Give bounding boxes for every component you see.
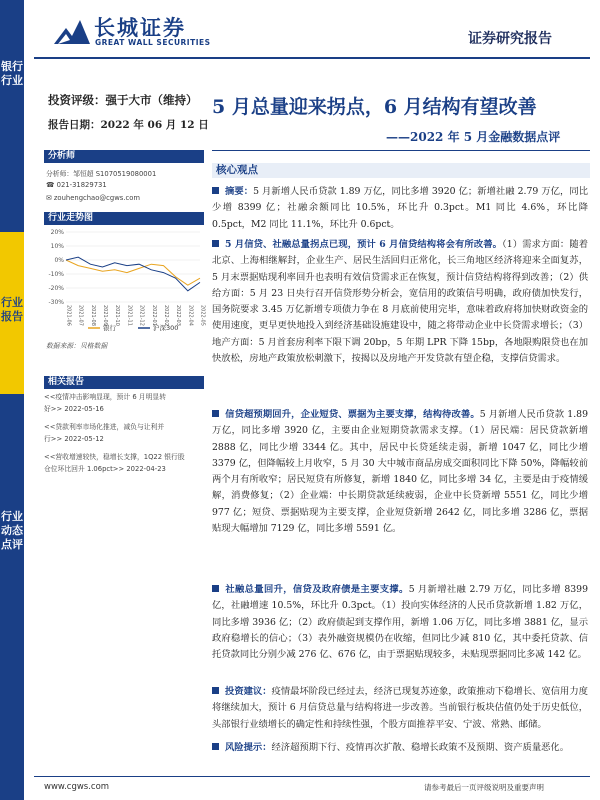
analyst-name: 分析师：邹恒超 S1070519080001 [46,170,157,178]
related-section-bar [44,376,204,389]
paragraph-body: 经济超预期下行、疫情再次扩散、稳增长政策不及预期、资产质量恶化。 [271,742,570,753]
related-section-title: 相关报告 [48,377,85,387]
x-tick-label: 2022-05 [199,305,206,326]
paragraph-body: 疫情最坏阶段已经过去，经济已现复苏迹象，政策推动下稳增长、宽信用力度将继续加大，预计 6 月信贷总量与结构将进一步改善。当前银行板块估值仍处于历史低位，头部银行业绩增长的确定性和持续性强，个股方面推荐平安、宁波、常熟、邮储。 [212,686,588,730]
logo-text-cn: 长城证券 [94,15,186,40]
x-tick-label: 2021-09 [102,305,109,326]
related-item[interactable]: 好>> 2022-05-16 [44,405,104,413]
paragraph-lead: 社融总量回升，信贷及政府债是主要支撑。 [225,584,409,595]
x-tick-label: 2021-11 [126,305,133,326]
related-item[interactable]: 仓位环比回升 1.06pct>> 2022-04-23 [44,465,166,473]
side-strip [0,0,24,800]
paragraph-body: 5 月新增人民币贷款 1.89 万亿，同比多增 3920 亿；新增社融 2.79 万亿，同比少增 8399 亿；社融余额同比 10.5%，环比升 0.3pct。M1 同比 4.6%，环比降 0.5pct，M2 同比 11.1%，环比升 0.6pct。 [212,186,588,230]
related-item[interactable]: <<贷款利率市场化推进，减负与让利并 [44,423,165,431]
bullet-square-icon [212,687,219,694]
paragraph-lead: 投资建议： [225,686,272,697]
title-divider [212,150,590,151]
analyst-phone: 021-31829731 [56,181,107,189]
y-tick-label: -30% [48,299,64,306]
footer-disclaimer: 请参考最后一页评级说明及重要声明 [424,783,544,792]
paragraph-summary [212,184,588,233]
logo-text-en: GREAT WALL SECURITIES [95,38,211,47]
legend-label: 沪深300 [153,324,179,332]
paragraph-lead: 5 月信贷、社融总量拐点已现，预计 6 月信贷结构将会有所改善。 [225,239,503,250]
footer-divider [34,776,590,777]
x-tick-label: 2021-06 [65,305,72,326]
y-tick-label: 20% [50,229,64,236]
bullet-square-icon [212,240,219,247]
y-tick-label: -20% [48,285,64,292]
analyst-section-bar [44,150,204,163]
core-view-bar [212,163,590,178]
paragraph-loans [212,407,588,537]
phone-icon: ☎ [46,181,57,189]
x-tick-label: 2022-02 [162,305,169,326]
analyst-email-row [46,194,140,202]
paragraph-lead: 摘要： [225,186,254,197]
related-item[interactable]: <<营收增速较快，稳增长支撑，1Q22 银行股 [44,453,185,461]
paragraph-credit-outlook [212,237,588,367]
related-item[interactable]: 行>> 2022-05-12 [44,435,104,443]
report-date: 报告日期：2022 年 06 月 12 日 [48,119,209,131]
paragraph-risk [212,740,588,756]
paragraph-body: （1）需求方面：随着北京、上海相继解封，企业生产、居民生活回归正常化，长三角地区经济将迎来全面复苏，5 月末票据贴现利率回升也表明有效信贷需求正在恢复，预计信贷结构将得到改善；（2）供给方面：5 月 23 日央行召开信贷形势分析会，宽信用的政策信号明确，政府债加快发行，国务院要求 3.45 万亿新增专项债力争在 8 月底前使用完毕，意味着政府将加快财政资金的使用速度，更早更快地投入到经济基础设施建设中，随之将带动企业中长贷需求增长；（3）地产方面：5 月首套房利率下限下调 20bp，5 年期 LPR 下降 15bp，各地限购限贷也在加快放松，房地产政策放松刺激下，按揭以及房地产开发贷款有望企稳，支撑信贷需求。 [212,239,588,365]
y-tick-label: -10% [48,271,64,278]
trend-chart [44,226,204,336]
bullet-square-icon [212,187,219,194]
header-divider [34,57,590,59]
analyst-phone-row [46,181,107,189]
x-tick-label: 2021-10 [114,305,121,326]
strip-bottom-segment [0,394,24,800]
paragraph-body: 5 月新增人民币贷款 1.89 万亿，同比多增 3920 亿，主要由企业短期贷款需求支撑。（1）居民端：居民贷款新增 2888 亿，同比少增 3344 亿。其中，居民中长贷延续走弱，新增 1047 亿，同比少增 3379 亿，但降幅较上月收窄，5 月 30 大中城市商品房成交面积同比下降 50%，降幅较前两个月有所收窄；居民短贷有所修复，新增 1840 亿，同比多增 34 亿，主要是由于疫情缓解，消费修复；（2）企业端：中长期贷款延续疲弱，企业中长贷新增 5551 亿，同比少增 977 亿；短贷、票据贴现为主要支撑，企业短贷新增 2642 亿，同比多增 3286 亿，票据贴现大幅增加 7129 亿，同比多增 5591 亿。 [212,409,588,535]
page-title: 5 月总量迎来拐点，6 月结构有望改善 [212,96,537,118]
core-view-title: 核心观点 [216,164,258,176]
x-tick-label: 2022-01 [150,305,157,326]
x-tick-label: 2021-08 [89,305,96,326]
paragraph-lead: 信贷超预期回升，企业短贷、票据为主要支撑，结构待改善。 [225,409,480,420]
series-line [66,260,200,285]
footer-url[interactable]: www.cgws.com [44,782,110,792]
x-tick-label: 2021-07 [77,305,84,326]
y-tick-label: 10% [50,243,64,250]
bullet-square-icon [212,410,219,417]
trend-section-title: 行业走势图 [48,213,94,223]
strip-bottom-label: 行业动态点评 [1,510,23,551]
trend-section-bar [44,212,204,225]
email-icon: ✉ [46,194,54,202]
chart-source: 数据来源：贝格数据 [46,342,108,350]
related-item[interactable]: <<疫情冲击影响显现，预计 6 月明显转 [44,393,166,401]
paragraph-body: 5 月新增社融 2.79 万亿，同比多增 8399 亿，社融增速 10.5%，环比升 0.3pct。（1）投向实体经济的人民币贷款新增 1.82 万亿，同比多增 3936 亿；（2）政府债起到支撑作用，新增 1.06 万亿，同比多增 3881 亿，显示政府稳增长的信心；（3）表外融资规模仍在收缩，但同比少减 810 亿，其中委托贷款、信托贷款同比分别少减 276 亿、676 亿，由于票据贴现较多，未贴现票据同比多减 142 亿。 [212,584,588,661]
x-tick-label: 2022-03 [175,305,182,326]
paragraph-investment-advice [212,684,588,733]
report-type-label: 证券研究报告 [468,31,552,47]
y-tick-label: 0% [54,257,64,264]
logo-icon [52,14,92,48]
bullet-square-icon [212,585,219,592]
bullet-square-icon [212,743,219,750]
paragraph-lead: 风险提示： [225,742,272,753]
strip-mid-label: 行业报告 [1,296,23,323]
legend-label: 银行 [103,324,116,332]
x-tick-label: 2021-12 [138,305,145,326]
analyst-email[interactable]: zouhengchao@cgws.com [53,194,140,202]
paragraph-social-financing [212,582,588,663]
x-tick-label: 2022-04 [187,305,194,326]
strip-top-label: 银行行业 [1,60,23,87]
investment-rating: 投资评级：强于大市（维持） [48,93,198,107]
analyst-section-title: 分析师 [48,151,76,161]
page-subtitle: ——2022 年 5 月金融数据点评 [386,130,561,144]
